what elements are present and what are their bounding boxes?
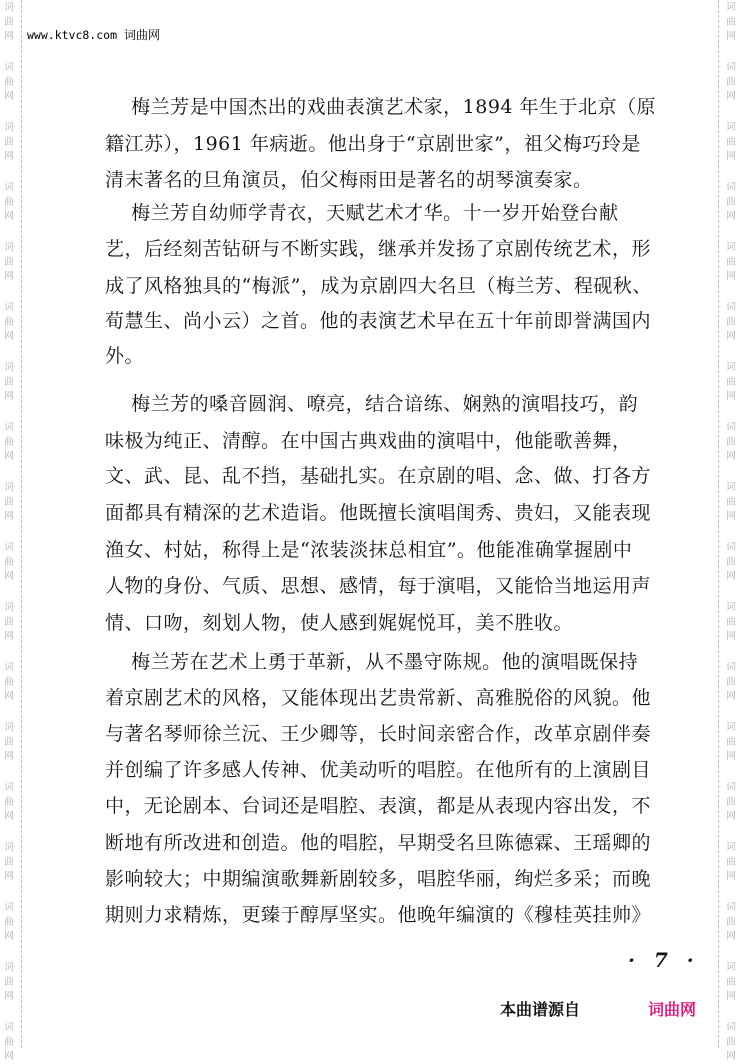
watermark-char: 网: [726, 211, 736, 222]
watermark-char: 曲: [4, 76, 14, 88]
watermark-char: 曲: [4, 256, 14, 268]
watermark-char: 曲: [726, 976, 736, 988]
text-line: 中，无论剧本、台词还是唱腔、表演，都是从表现内容出发，不: [105, 795, 652, 817]
watermark-char: 网: [726, 271, 736, 282]
text-line: 并创编了许多感人传神、优美动听的唱腔。在他所有的上演剧目: [105, 759, 652, 781]
watermark-char: 网: [726, 511, 736, 522]
left-watermark-margin: [0, 0, 22, 1062]
text-line: 断地有所改进和创造。他的唱腔，早期受名旦陈德霖、王瑶卿的: [105, 832, 652, 854]
site-url-link[interactable]: www.ktvc8.com: [27, 28, 118, 42]
watermark-char: 词: [4, 62, 14, 73]
watermark-char: 网: [726, 151, 736, 162]
watermark-char: 网: [726, 331, 736, 342]
text-line: 荀慧生、尚小云）之首。他的表演艺术早在五十年前即誉满国内: [105, 310, 652, 332]
watermark-char: 曲: [726, 556, 736, 568]
right-dashed-divider: [718, 0, 719, 1048]
watermark-char: 曲: [4, 16, 14, 28]
watermark-char: 曲: [4, 856, 14, 868]
watermark-char: 网: [726, 451, 736, 462]
watermark-char: 曲: [726, 616, 736, 628]
watermark-char: 词: [4, 782, 14, 793]
watermark-char: 网: [4, 151, 14, 162]
watermark-char: 词: [726, 122, 736, 133]
watermark-char: 词: [726, 782, 736, 793]
watermark-char: 曲: [726, 136, 736, 148]
page-number: · 7 ·: [628, 948, 700, 972]
text-line: 与著名琴师徐兰沅、王少卿等，长时间亲密合作，改革京剧伴奏: [105, 723, 652, 745]
watermark-char: 曲: [726, 376, 736, 388]
text-line: 味极为纯正、清醇。在中国古典戏曲的演唱中，他能歌善舞，: [105, 430, 632, 452]
watermark-char: 词: [726, 2, 736, 13]
watermark-char: 网: [4, 991, 14, 1002]
watermark-char: 曲: [726, 856, 736, 868]
text-line: 梅兰芳是中国杰出的戏曲表演艺术家，1894 年生于北京（原: [105, 96, 657, 118]
text-line: 成了风格独具的“梅派”，成为京剧四大名旦（梅兰芳、程砚秋、: [105, 275, 652, 297]
watermark-char: 网: [4, 391, 14, 402]
watermark-char: 曲: [726, 76, 736, 88]
watermark-char: 网: [4, 751, 14, 762]
watermark-char: 网: [4, 451, 14, 462]
watermark-char: 词: [726, 302, 736, 313]
text-line: 艺，后经刻苦钻研与不断实践，继承并发扬了京剧传统艺术，形: [105, 238, 652, 260]
watermark-char: 网: [726, 691, 736, 702]
footer-source-label: 本曲谱源自: [500, 1000, 581, 1019]
watermark-char: 词: [4, 482, 14, 493]
text-line: 梅兰芳在艺术上勇于革新，从不墨守陈规。他的演唱既保持: [105, 651, 639, 673]
watermark-char: 词: [4, 182, 14, 193]
right-watermark-margin: [718, 0, 740, 1062]
text-line: 面都具有精深的艺术造诣。他既擅长演唱闺秀、贵妇，又能表现: [105, 502, 652, 524]
watermark-char: 曲: [4, 136, 14, 148]
watermark-char: 网: [4, 91, 14, 102]
site-header: [27, 26, 160, 43]
watermark-char: 曲: [726, 1036, 736, 1048]
watermark-char: 曲: [4, 1036, 14, 1048]
watermark-char: 词: [4, 662, 14, 673]
watermark-char: 词: [4, 2, 14, 13]
text-line: 籍江苏），1961 年病逝。他出身于“京剧世家”，祖父梅巧玲是: [105, 133, 641, 155]
watermark-char: 网: [726, 31, 736, 42]
watermark-char: 曲: [4, 736, 14, 748]
watermark-char: 词: [4, 302, 14, 313]
watermark-char: 网: [4, 811, 14, 822]
text-line: 期则力求精炼，更臻于醇厚坚实。他晚年编演的《穆桂英挂帅》: [105, 904, 652, 926]
text-line: 渔女、村姑，称得上是“浓装淡抹总相宜”。他能准确掌握剧中: [105, 539, 633, 561]
watermark-char: 网: [726, 391, 736, 402]
watermark-char: 网: [726, 751, 736, 762]
watermark-char: 网: [726, 1051, 736, 1062]
watermark-char: 网: [726, 571, 736, 582]
watermark-char: 曲: [4, 556, 14, 568]
watermark-char: 网: [4, 31, 14, 42]
watermark-char: 词: [726, 362, 736, 373]
text-line: 着京剧艺术的风格，又能体现出艺贵常新、高雅脱俗的风貌。他: [105, 687, 652, 709]
left-dashed-divider: [21, 0, 22, 1048]
watermark-char: 曲: [726, 796, 736, 808]
watermark-char: 网: [726, 991, 736, 1002]
text-line: 文、武、昆、乱不挡，基础扎实。在京剧的唱、念、做、打各方: [105, 465, 652, 487]
text-line: 梅兰芳自幼师学青衣，天赋艺术才华。十一岁开始登台献: [105, 202, 619, 224]
text-line: 影响较大；中期编演歌舞新剧较多，唱腔华丽，绚烂多采；而晚: [105, 868, 652, 890]
watermark-char: 曲: [726, 436, 736, 448]
watermark-char: 词: [726, 662, 736, 673]
text-line: 人物的身份、气质、思想、感情，每于演唱，又能恰当地运用声: [105, 575, 652, 597]
watermark-char: 曲: [4, 676, 14, 688]
watermark-char: 词: [4, 902, 14, 913]
watermark-char: 曲: [726, 496, 736, 508]
watermark-char: 网: [4, 571, 14, 582]
watermark-char: 词: [4, 362, 14, 373]
watermark-char: 曲: [726, 736, 736, 748]
watermark-char: 网: [4, 691, 14, 702]
watermark-char: 曲: [726, 196, 736, 208]
watermark-char: 词: [726, 482, 736, 493]
watermark-char: 曲: [4, 976, 14, 988]
watermark-char: 词: [726, 902, 736, 913]
watermark-char: 词: [726, 62, 736, 73]
watermark-char: 网: [4, 271, 14, 282]
footer-brand-link[interactable]: 词曲网: [648, 1000, 697, 1019]
watermark-char: 词: [726, 842, 736, 853]
watermark-char: 曲: [4, 436, 14, 448]
watermark-char: 曲: [4, 196, 14, 208]
watermark-char: 词: [726, 1022, 736, 1033]
watermark-char: 网: [4, 1051, 14, 1062]
watermark-char: 词: [726, 542, 736, 553]
text-line: 梅兰芳的嗓音圆润、嘹亮，结合谙练、娴熟的演唱技巧，韵: [105, 393, 639, 415]
watermark-char: 曲: [726, 316, 736, 328]
watermark-char: 词: [4, 1022, 14, 1033]
watermark-char: 曲: [4, 616, 14, 628]
watermark-char: 曲: [4, 376, 14, 388]
watermark-char: 曲: [4, 496, 14, 508]
text-line: 清末著名的旦角演员，伯父梅雨田是著名的胡琴演奏家。: [105, 169, 593, 191]
site-name: 词曲网: [123, 28, 160, 42]
watermark-char: 曲: [726, 256, 736, 268]
watermark-char: 词: [4, 842, 14, 853]
watermark-char: 词: [726, 722, 736, 733]
watermark-char: 曲: [726, 16, 736, 28]
watermark-char: 网: [726, 811, 736, 822]
watermark-char: 词: [726, 242, 736, 253]
watermark-char: 网: [4, 631, 14, 642]
watermark-char: 词: [4, 242, 14, 253]
watermark-char: 曲: [4, 316, 14, 328]
watermark-char: 词: [726, 422, 736, 433]
watermark-char: 曲: [4, 796, 14, 808]
watermark-char: 曲: [4, 916, 14, 928]
watermark-char: 网: [4, 331, 14, 342]
watermark-char: 曲: [726, 916, 736, 928]
watermark-char: 曲: [726, 676, 736, 688]
watermark-char: 词: [4, 542, 14, 553]
watermark-char: 词: [4, 602, 14, 613]
text-line: 情、口吻，刻划人物，使人感到娓娓悦耳，美不胜收。: [105, 612, 574, 634]
watermark-char: 词: [4, 962, 14, 973]
watermark-char: 词: [4, 722, 14, 733]
watermark-char: 网: [726, 871, 736, 882]
watermark-char: 网: [726, 631, 736, 642]
watermark-char: 网: [4, 931, 14, 942]
watermark-char: 网: [726, 931, 736, 942]
watermark-char: 词: [4, 422, 14, 433]
watermark-char: 词: [726, 962, 736, 973]
watermark-char: 网: [4, 511, 14, 522]
watermark-char: 词: [726, 602, 736, 613]
text-line: 外。: [105, 345, 145, 367]
watermark-char: 网: [4, 871, 14, 882]
watermark-char: 词: [726, 182, 736, 193]
watermark-char: 词: [4, 122, 14, 133]
watermark-char: 网: [726, 91, 736, 102]
watermark-char: 网: [4, 211, 14, 222]
